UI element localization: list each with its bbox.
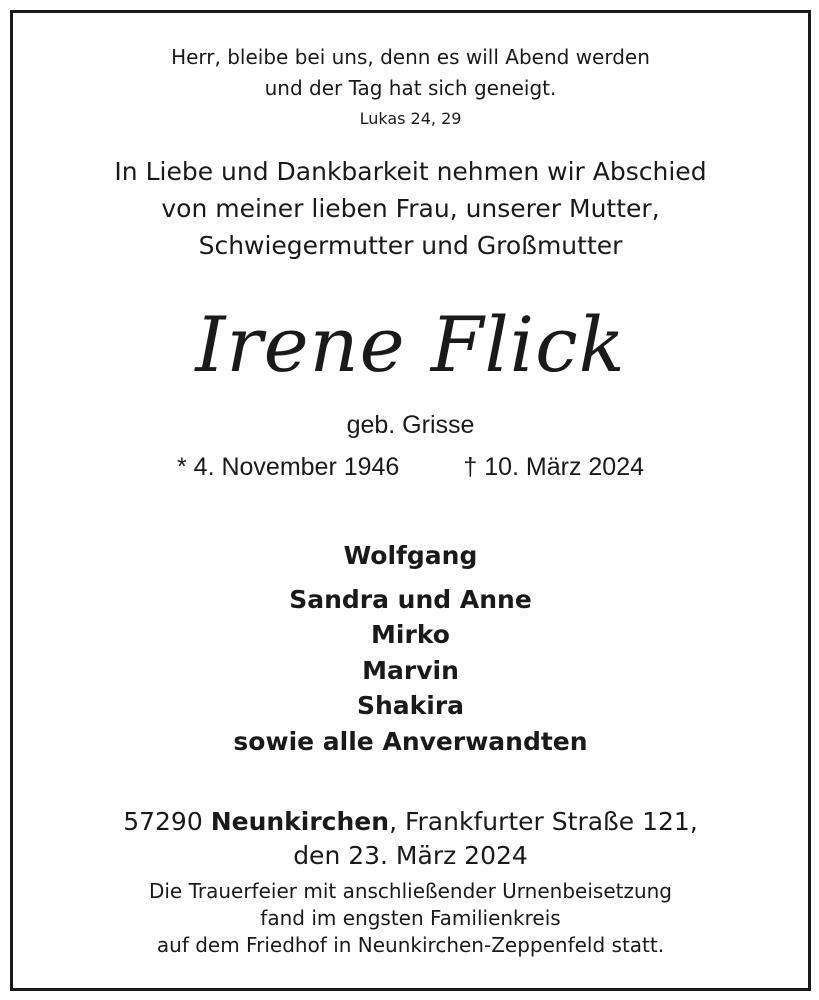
notice-line-3: auf dem Friedhof in Neunkirchen-Zeppenfeld statt. <box>156 933 665 957</box>
address-postcode: 57290 <box>123 807 203 836</box>
verse-reference: Lukas 24, 29 <box>359 109 462 128</box>
family-member-4: Marvin <box>362 656 459 685</box>
family-member-1: Wolfgang <box>343 541 478 570</box>
address-city: Neunkirchen <box>210 807 390 836</box>
notice-line-1: Die Trauerfeier mit anschließender Urnenbeisetzung <box>148 879 673 903</box>
maiden-name: geb. Grisse <box>346 411 475 439</box>
family-relatives: sowie alle Anverwandten <box>233 727 588 756</box>
intro-line-3: Schwiegermutter und Großmutter <box>198 231 623 260</box>
verse-line-1: Herr, bleibe bei uns, denn es will Abend werden <box>171 45 650 69</box>
verse-line-2: und der Tag hat sich geneigt. <box>264 76 557 100</box>
intro-line-1: In Liebe und Dankbarkeit nehmen wir Abschied <box>114 157 707 186</box>
death-date: † 10. März 2024 <box>463 453 645 481</box>
birth-date: * 4. November 1946 <box>176 453 400 481</box>
notice-line-2: fand im engsten Familienkreis <box>260 906 561 930</box>
intro-line-2: von meiner lieben Frau, unserer Mutter, <box>161 194 660 223</box>
family-member-5: Shakira <box>356 691 465 720</box>
life-dates <box>13 453 808 482</box>
family-member-2: Sandra und Anne <box>289 585 532 614</box>
family-member-3: Mirko <box>371 620 450 649</box>
obituary-frame <box>10 10 811 991</box>
address-line <box>13 807 808 836</box>
address-date: den 23. März 2024 <box>293 841 528 870</box>
deceased-name: Irene Flick <box>195 300 626 389</box>
address-street: , Frankfurter Straße 121, <box>389 807 698 836</box>
